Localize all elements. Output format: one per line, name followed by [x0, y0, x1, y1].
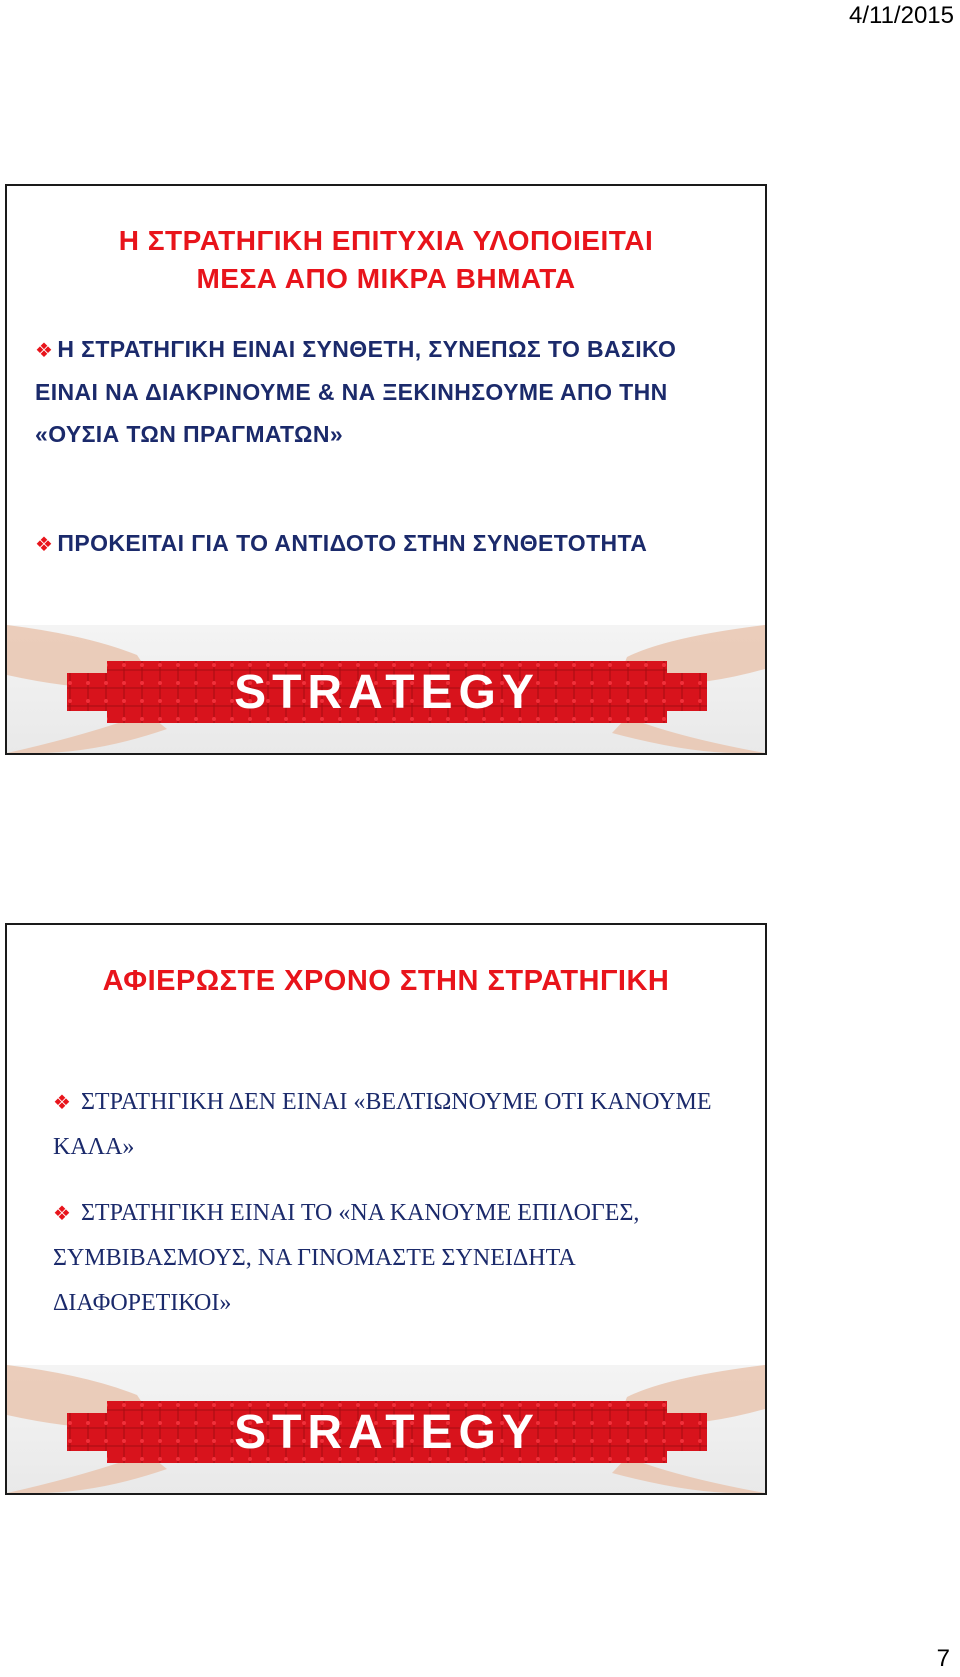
- slide-1: [5, 184, 767, 755]
- strategy-puzzle-image: [7, 625, 765, 753]
- page-date: 4/11/2015: [849, 2, 954, 29]
- strategy-puzzle-image: [7, 1365, 765, 1493]
- slide-1-title-line-1: Η ΣΤΡΑΤΗΓΙΚΗ ΕΠΙΤΥΧΙΑ ΥΛΟΠΟΙΕΙΤΑΙ: [118, 225, 654, 256]
- slide-2-bullet-2: [53, 1191, 743, 1326]
- slide-1-title: [7, 222, 765, 298]
- slide-2-title: ΑΦΙΕΡΩΣΤΕ ΧΡΟΝΟ ΣΤΗΝ ΣΤΡΑΤΗΓΙΚΗ: [102, 965, 670, 997]
- strategy-image-text: STRATEGY: [234, 1406, 540, 1459]
- slide-1-bullet-1-text: Η ΣΤΡΑΤΗΓΙΚΗ ΕΙΝΑΙ ΣΥΝΘΕΤΗ, ΣΥΝΕΠΩΣ ΤΟ ΒΑΣΙΚΟ ΕΙΝΑΙ ΝΑ ΔΙΑΚΡΙΝΟΥΜΕ & ΝΑ ΞΕΚΙΝΗΣΟΥΜΕ ΑΠΟ ΤΗΝ «ΟΥΣΙΑ ΤΩΝ ΠΡΑΓΜΑΤΩΝ»: [35, 336, 677, 447]
- strategy-puzzle-graphic: [7, 625, 765, 753]
- slide-1-title-line-2: ΜΕΣΑ ΑΠΟ ΜΙΚΡΑ ΒΗΜΑΤΑ: [196, 263, 576, 294]
- diamond-bullet-icon: ❖: [53, 1201, 71, 1225]
- slide-1-bullet-2: [35, 522, 735, 565]
- slide-2: [5, 923, 767, 1495]
- diamond-bullet-icon: ❖: [35, 532, 54, 556]
- slide-2-bullet-1-text: ΣΤΡΑΤΗΓΙΚΗ ΔΕΝ ΕΙΝΑΙ «ΒΕΛΤΙΩΝΟΥΜΕ ΟΤΙ ΚΑΝΟΥΜΕ ΚΑΛΑ»: [53, 1089, 712, 1160]
- strategy-image-text: STRATEGY: [234, 666, 540, 719]
- slide-2-bullet-2-text: ΣΤΡΑΤΗΓΙΚΗ ΕΙΝΑΙ ΤΟ «ΝΑ ΚΑΝΟΥΜΕ ΕΠΙΛΟΓΕΣ, ΣΥΜΒΙΒΑΣΜΟΥΣ, ΝΑ ΓΙΝΟΜΑΣΤΕ ΣΥΝΕΙΔΗΤΑ ΔΙΑΦΟΡΕΤΙΚΟΙ»: [53, 1200, 640, 1316]
- slide-1-bullet-2-text: ΠΡΟΚΕΙΤΑΙ ΓΙΑ ΤΟ ΑΝΤΙΔΟΤΟ ΣΤΗΝ ΣΥΝΘΕΤΟΤΗΤΑ: [57, 530, 648, 556]
- slide-1-bullet-1: [35, 328, 735, 455]
- diamond-bullet-icon: ❖: [53, 1090, 71, 1114]
- diamond-bullet-icon: ❖: [35, 338, 54, 362]
- page-number: 7: [936, 1645, 950, 1672]
- strategy-puzzle-graphic: [7, 1365, 765, 1493]
- slide-2-bullet-1: [53, 1080, 743, 1170]
